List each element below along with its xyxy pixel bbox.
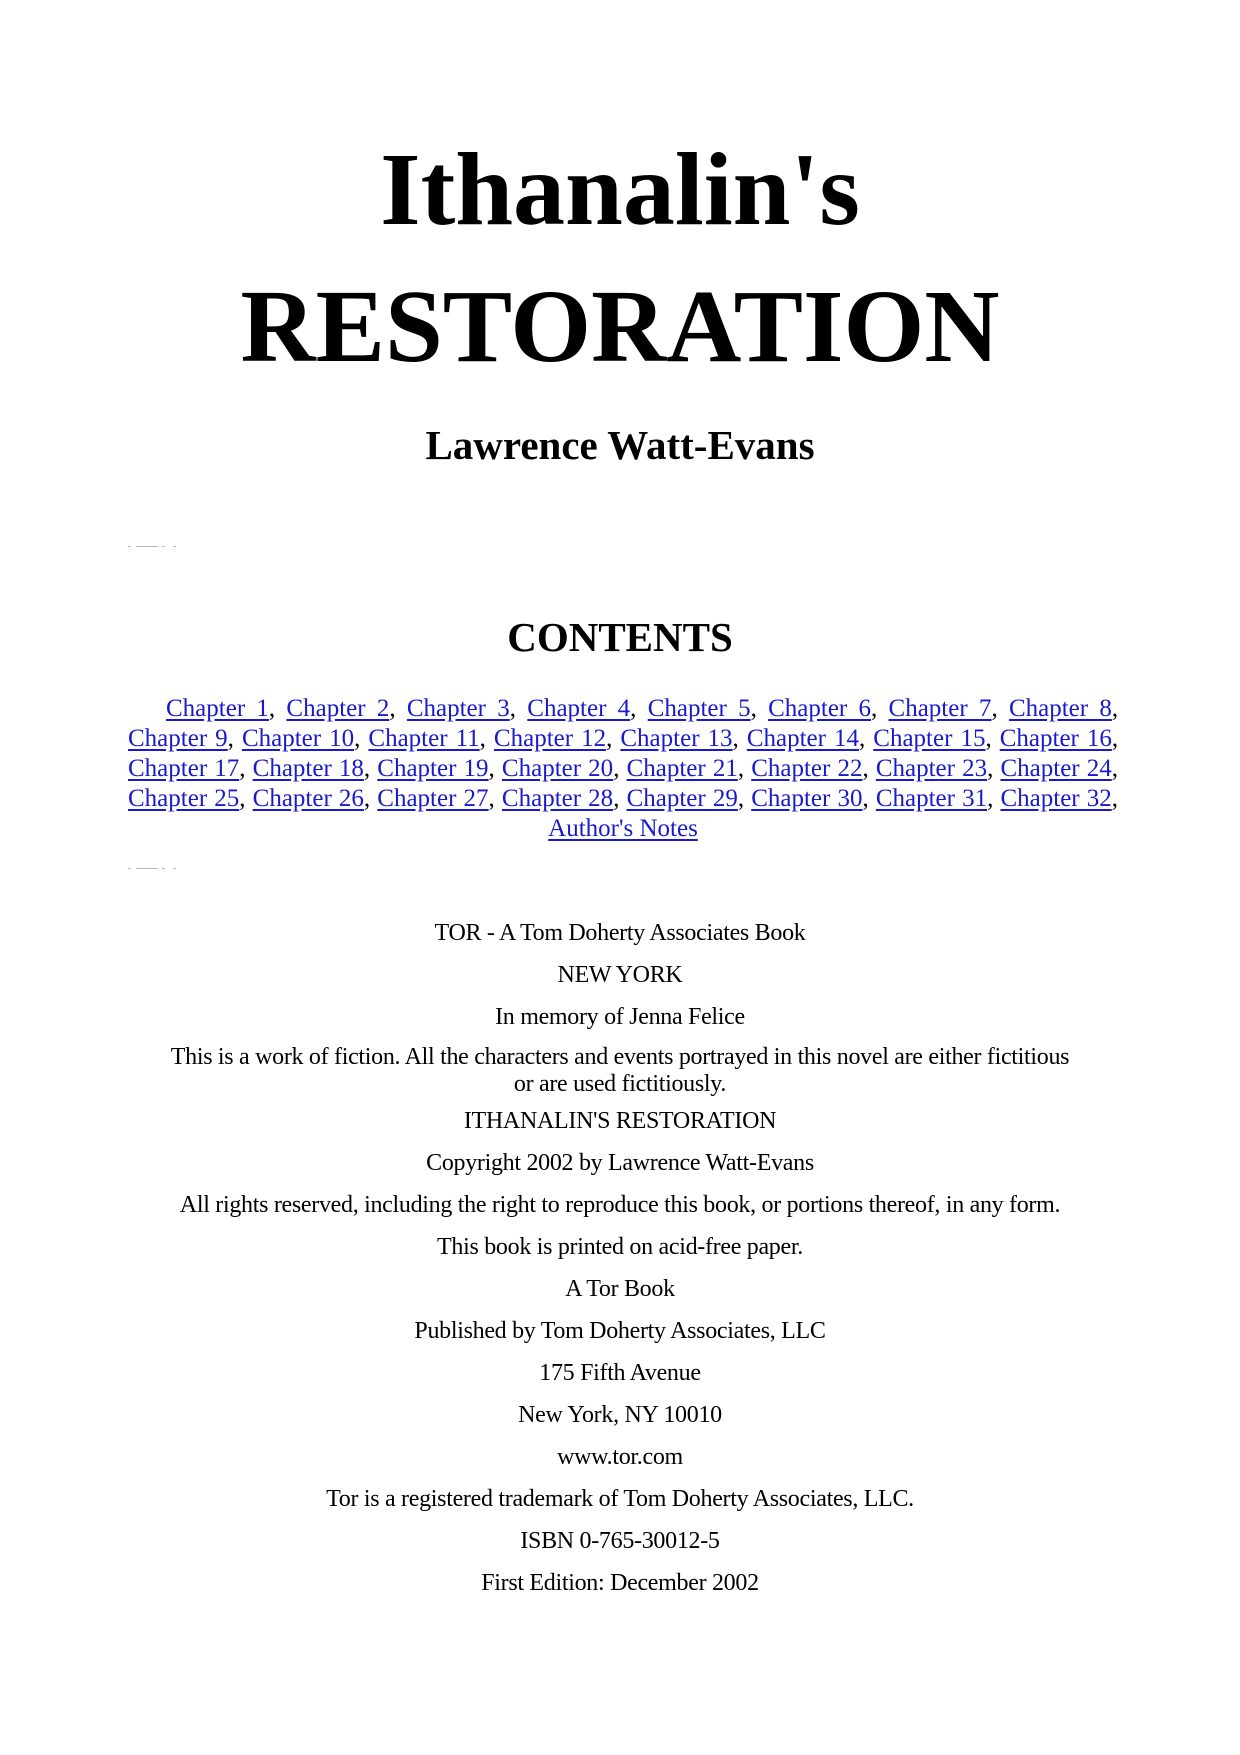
colophon-line: This is a work of fiction. All the characters and events portrayed in this novel are either fictitious or are used fictitiously. [170, 1044, 1070, 1097]
toc-link[interactable]: Chapter 25 [128, 785, 240, 812]
toc-link[interactable]: Chapter 29 [626, 785, 738, 812]
toc-link[interactable]: Chapter 26 [252, 785, 364, 812]
toc-separator: , [987, 785, 1001, 812]
colophon-line: Tor is a registered trademark of Tom Doherty Associates, LLC. [326, 1486, 914, 1512]
toc-link[interactable]: Chapter 1 [166, 695, 269, 722]
toc-link[interactable]: Chapter 18 [252, 755, 364, 782]
toc-link[interactable]: Chapter 14 [746, 725, 859, 752]
colophon-line: NEW YORK [557, 962, 683, 988]
table-of-contents [128, 694, 1118, 844]
toc-separator: , [389, 695, 407, 722]
toc-separator: , [737, 785, 752, 812]
toc-link[interactable]: Chapter 6 [768, 695, 872, 722]
toc-separator: , [987, 755, 1001, 782]
toc-link[interactable]: Chapter 13 [620, 725, 733, 752]
colophon-line: First Edition: December 2002 [481, 1570, 759, 1596]
toc-link[interactable]: Chapter 12 [493, 725, 607, 752]
colophon-line: A Tor Book [565, 1276, 675, 1302]
toc-separator: , [363, 755, 378, 782]
colophon-line: Published by Tom Doherty Associates, LLC [414, 1318, 826, 1344]
section-divider-top [128, 544, 178, 550]
toc-link[interactable]: Chapter 10 [241, 725, 355, 752]
toc-separator: , [862, 785, 876, 812]
colophon-line: All rights reserved, including the right to reproduce this book, or portions thereof, in any form. [179, 1192, 1061, 1218]
toc-link[interactable]: Chapter 28 [501, 785, 614, 812]
toc-link[interactable]: Chapter 20 [501, 755, 614, 782]
toc-separator: , [1111, 725, 1119, 752]
toc-link[interactable]: Chapter 3 [406, 695, 510, 722]
colophon-line: www.tor.com [557, 1444, 683, 1470]
toc-separator: , [991, 695, 1009, 722]
title-line-1: Ithanalin's [380, 132, 860, 247]
toc-link[interactable]: Author's Notes [548, 815, 698, 842]
toc-separator: , [1111, 785, 1118, 812]
colophon-line: 175 Fifth Avenue [539, 1360, 701, 1386]
colophon-line: ISBN 0-765-30012-5 [520, 1528, 720, 1554]
toc-link[interactable]: Chapter 32 [1000, 785, 1112, 812]
toc-separator: , [354, 725, 369, 752]
toc-separator: , [227, 725, 242, 752]
toc-separator: , [488, 755, 502, 782]
toc-separator: , [750, 695, 769, 722]
toc-link[interactable]: Chapter 24 [1000, 755, 1112, 782]
toc-link[interactable]: Chapter 4 [527, 695, 631, 722]
toc-link[interactable]: Chapter 21 [626, 755, 738, 782]
toc-separator: , [862, 755, 876, 782]
toc-link[interactable]: Chapter 31 [875, 785, 988, 812]
toc-separator: , [509, 695, 528, 722]
toc-separator: , [613, 755, 627, 782]
toc-separator: , [630, 695, 648, 722]
toc-link[interactable]: Chapter 11 [368, 725, 480, 752]
toc-separator: , [859, 725, 874, 752]
colophon [160, 918, 1080, 1610]
toc-separator: , [479, 725, 494, 752]
toc-link[interactable]: Chapter 15 [873, 725, 986, 752]
colophon-line: New York, NY 10010 [518, 1402, 722, 1428]
toc-separator: , [488, 785, 502, 812]
toc-link[interactable]: Chapter 27 [377, 785, 489, 812]
toc-link[interactable]: Chapter 5 [647, 695, 751, 722]
toc-link[interactable]: Chapter 19 [377, 755, 489, 782]
toc-separator: , [737, 755, 752, 782]
toc-separator: , [606, 725, 621, 752]
toc-link[interactable]: Chapter 30 [751, 785, 863, 812]
toc-separator: , [1111, 695, 1119, 722]
toc-separator: , [268, 695, 287, 722]
colophon-line: TOR - A Tom Doherty Associates Book [434, 920, 806, 946]
toc-link[interactable]: Chapter 16 [999, 725, 1112, 752]
toc-separator: , [1111, 755, 1118, 782]
toc-link[interactable]: Chapter 8 [1008, 695, 1112, 722]
toc-separator: , [239, 785, 253, 812]
colophon-line: ITHANALIN'S RESTORATION [463, 1108, 777, 1134]
colophon-line: This book is printed on acid-free paper. [437, 1234, 803, 1260]
toc-link[interactable]: Chapter 23 [875, 755, 988, 782]
toc-separator: , [239, 755, 253, 782]
toc-separator: , [732, 725, 747, 752]
contents-heading: CONTENTS [507, 614, 733, 660]
toc-link[interactable]: Chapter 9 [128, 725, 228, 752]
section-divider-bottom [128, 866, 178, 872]
toc-separator: , [613, 785, 627, 812]
toc-link[interactable]: Chapter 2 [286, 695, 390, 722]
toc-separator: , [985, 725, 1000, 752]
colophon-line: In memory of Jenna Felice [495, 1004, 745, 1030]
title-line-2: RESTORATION [240, 269, 1000, 384]
toc-link[interactable]: Chapter 7 [888, 695, 992, 722]
toc-separator: , [871, 695, 889, 722]
toc-link[interactable]: Chapter 22 [751, 755, 863, 782]
toc-link[interactable]: Chapter 17 [128, 755, 240, 782]
toc-separator: , [363, 785, 378, 812]
colophon-line: Copyright 2002 by Lawrence Watt-Evans [426, 1150, 814, 1176]
author-name: Lawrence Watt-Evans [425, 422, 815, 468]
